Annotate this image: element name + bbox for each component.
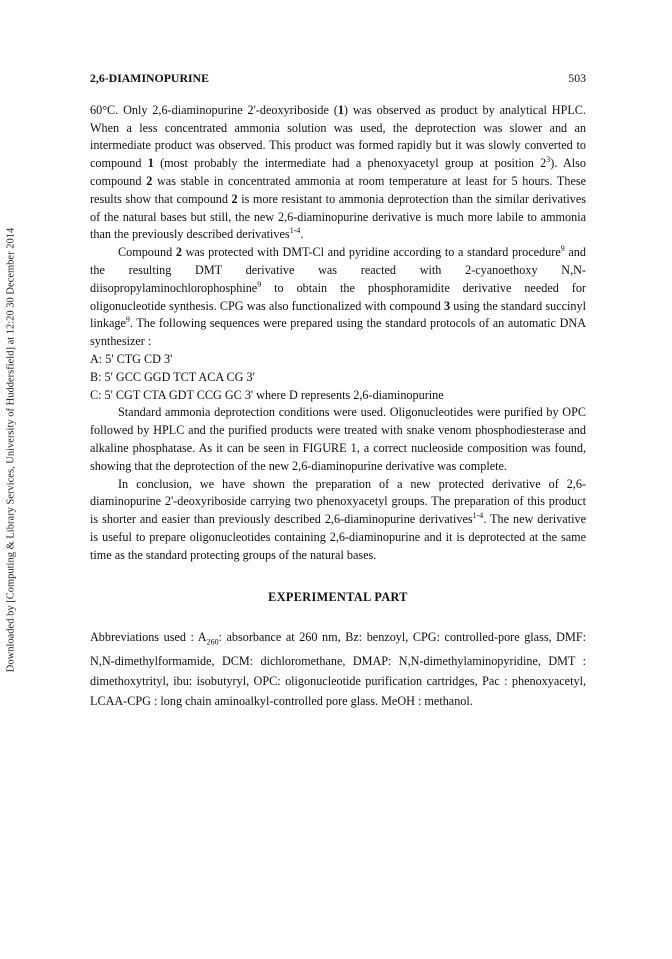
citation: 1-4	[472, 511, 484, 521]
citation: 1-4	[289, 226, 301, 236]
page-number: 503	[568, 71, 586, 85]
sequence-b: B: 5' GCC GGD TCT ACA CG 3'	[90, 369, 255, 384]
download-watermark-text: Downloaded by [Computing & Library Services, University of Huddersfield] at 12:20 30 December 2014	[5, 227, 17, 673]
compound-ref: 3	[444, 298, 451, 313]
paragraph-2: Compound 2 was protected with DMT-Cl and pyridine according to a standard procedure$^9$ and the resulting DMT derivative was reacted with 2-cyanoethoxy N,N-diisopropylaminochlorophosphine$^9$ to obtain the phosphoramidite derivative needed for oligonucleotide synthesis. CPG was also functionalized with compound 3 using the standard succinyl linkage$^9$. The following sequences were prepared using the standard protocols of an automatic DNA synthesizer :	[90, 244, 586, 349]
download-watermark	[3, 150, 19, 750]
compound-ref: 1	[147, 156, 154, 171]
citation: 9	[125, 315, 130, 325]
sequence-c: C: 5' CGT CTA GDT CCG GC 3' where D represents 2,6-diaminopurine	[90, 387, 444, 402]
citation: 9	[257, 279, 262, 289]
compound-ref: 2	[146, 173, 153, 188]
running-header	[90, 70, 586, 88]
sequence-a: A: 5' CTG CD 3'	[90, 351, 173, 366]
paragraph-1: 60°C. Only 2,6-diaminopurine 2'-deoxyriboside (1) was observed as product by analytical HPLC. When a less concentrated ammonia solution was used, the deprotection was slower and an intermediate product was observed. This product was formed rapidly but it was slowly converted to compound 1 (most probably the intermediate had a phenoxyacetyl group at position $2^3$). Also compound 2 was stable in concentrated ammonia at room temperature at least for 5 hours. These results show that compound 2 is more resistant to ammonia deprotection than the similar derivatives of the natural bases but still, the new 2,6-diaminopurine derivative is much more labile to ammonia than the previously described derivatives$^{1-4}$.	[90, 102, 587, 242]
paragraph-4: In conclusion, we have shown the preparation of a new protected derivative of 2,6-diaminopurine 2'-deoxyriboside carrying two phenoxyacetyl groups. The preparation of this product is shorter and easier than previously described 2,6-diaminopurine derivatives$^{1-4}$. The new derivative is useful to prepare oligonucleotides containing 2,6-diaminopurine and it is deprotected at the same time as the standard protecting groups of the natural bases.	[90, 476, 586, 562]
abbreviations-paragraph: Abbreviations used : $A_{260}$: absorbance at 260 nm, Bz: benzoyl, CPG: controlled-pore glass, DMF: N,N-dimethylformamide, DCM: dichloromethane, DMAP: N,N-dimethylaminopyridine, DMT : dimethoxytrityl, ibu: isobutyryl, OPC: oligonucleotide purification cartridges, Pac : phenoxyacetyl, LCAA-CPG : long chain aminoalkyl-controlled pore glass. MeOH : methanol.	[90, 630, 586, 708]
paragraph-3: Standard ammonia deprotection conditions were used. Oligonucleotides were purified by OPC followed by HPLC and the purified products were treated with snake venom phosphodiesterase and alkaline phosphatase. As it can be seen in FIGURE 1, a correct nucleoside composition was found, showing that the deprotection of the new 2,6-diaminopurine derivative was complete.	[90, 405, 586, 473]
section-heading: EXPERIMENTAL PART	[268, 589, 408, 604]
compound-ref: 2	[175, 245, 182, 260]
running-title: 2,6-DIAMINOPURINE	[90, 71, 209, 85]
compound-ref: 2	[231, 191, 238, 206]
citation: 3	[546, 155, 551, 165]
citation: 9	[560, 244, 565, 254]
compound-ref: 1	[337, 102, 344, 117]
subscript: 260	[206, 637, 219, 647]
page-content	[90, 70, 586, 711]
